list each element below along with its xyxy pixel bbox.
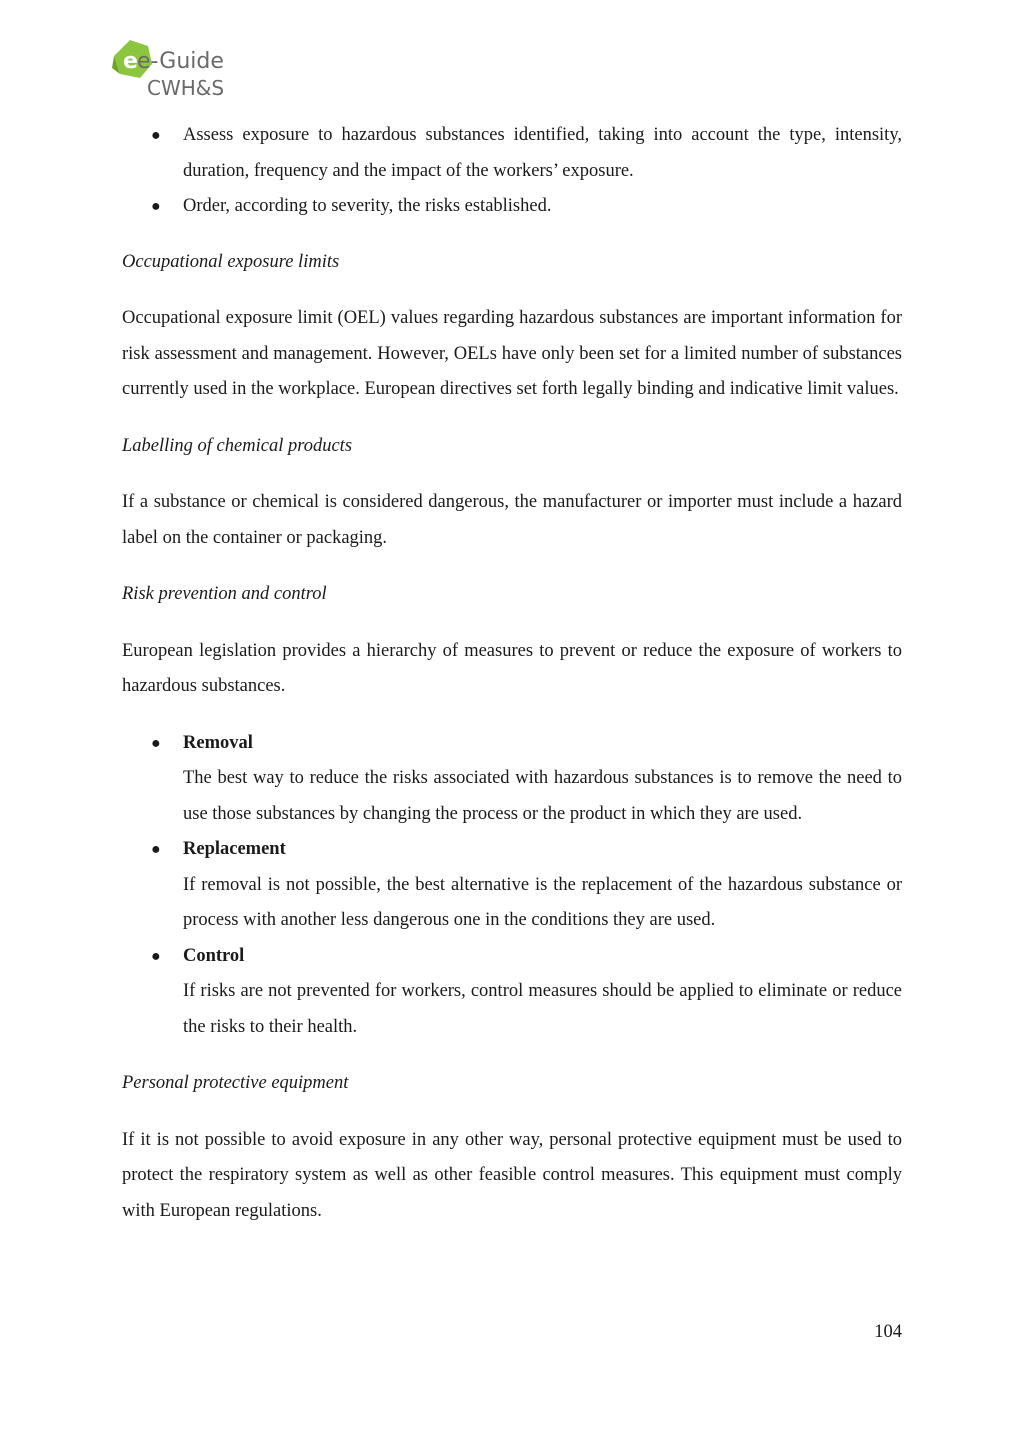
section-text-ppe: If it is not possible to avoid exposure in any other way, personal protective equipment must be used to protect the respiratory system as well as other feasible control measures. This equipment must comply with European regulations. (122, 1129, 902, 1221)
page-content (122, 118, 902, 1229)
measure-text: If risks are not prevented for workers, control measures should be applied to eliminate or reduce the risks to their health. (183, 981, 902, 1037)
section-heading-prevention: Risk prevention and control (122, 584, 327, 604)
bullet-icon: ● (151, 734, 161, 752)
page-number: 104 (874, 1322, 902, 1342)
measure-title: Replacement (183, 839, 286, 859)
e-guide-logo (110, 38, 250, 102)
list-item (122, 189, 902, 225)
section-text-oel: Occupational exposure limit (OEL) values regarding hazardous substances are important information for risk assessment and management. However, OELs have only been set for a limited number of substances currently used in the workplace. European directives set forth legally binding and indicative limit values. (122, 308, 902, 399)
list-item (122, 118, 902, 189)
section-text-labelling: If a substance or chemical is considered dangerous, the manufacturer or importer must include a hazard label on the container or packaging. (122, 492, 902, 548)
measure-title: Control (183, 945, 245, 966)
section-heading-oel: Occupational exposure limits (122, 251, 340, 272)
bullet-icon: ● (151, 947, 161, 965)
measure-text: The best way to reduce the risks associated with hazardous substances is to remove the need to use those substances by changing the process or the product in which they are used. (183, 768, 902, 824)
logo-letter-e: e (123, 49, 138, 74)
bullet-icon: ● (151, 127, 161, 144)
logo-line2: CWH&S (147, 76, 225, 100)
logo-graphic (110, 38, 250, 102)
measure-text: If removal is not possible, the best alternative is the replacement of the hazardous substance or process with another less dangerous one in the conditions they are used. (183, 874, 902, 930)
section-heading-labelling: Labelling of chemical products (122, 435, 353, 456)
intro-bullet-list (122, 118, 902, 225)
logo-line1: e-Guide (137, 49, 224, 74)
measure-item-control (122, 939, 902, 1046)
list-item-text: Order, according to severity, the risks established. (183, 196, 552, 216)
section-heading-ppe: Personal protective equipment (122, 1073, 349, 1093)
list-item-text: Assess exposure to hazardous substances identified, taking into account the type, intensity, duration, frequency and the impact of the workers’ exposure. (183, 125, 902, 181)
measure-item-replacement (122, 832, 902, 939)
section-text-prevention: European legislation provides a hierarchy of measures to prevent or reduce the exposure of workers to hazardous substances. (122, 640, 902, 696)
bullet-icon: ● (151, 198, 161, 215)
measure-item-removal (122, 726, 902, 833)
measures-list (122, 726, 902, 1046)
measure-title: Removal (183, 732, 253, 753)
bullet-icon: ● (151, 841, 161, 858)
